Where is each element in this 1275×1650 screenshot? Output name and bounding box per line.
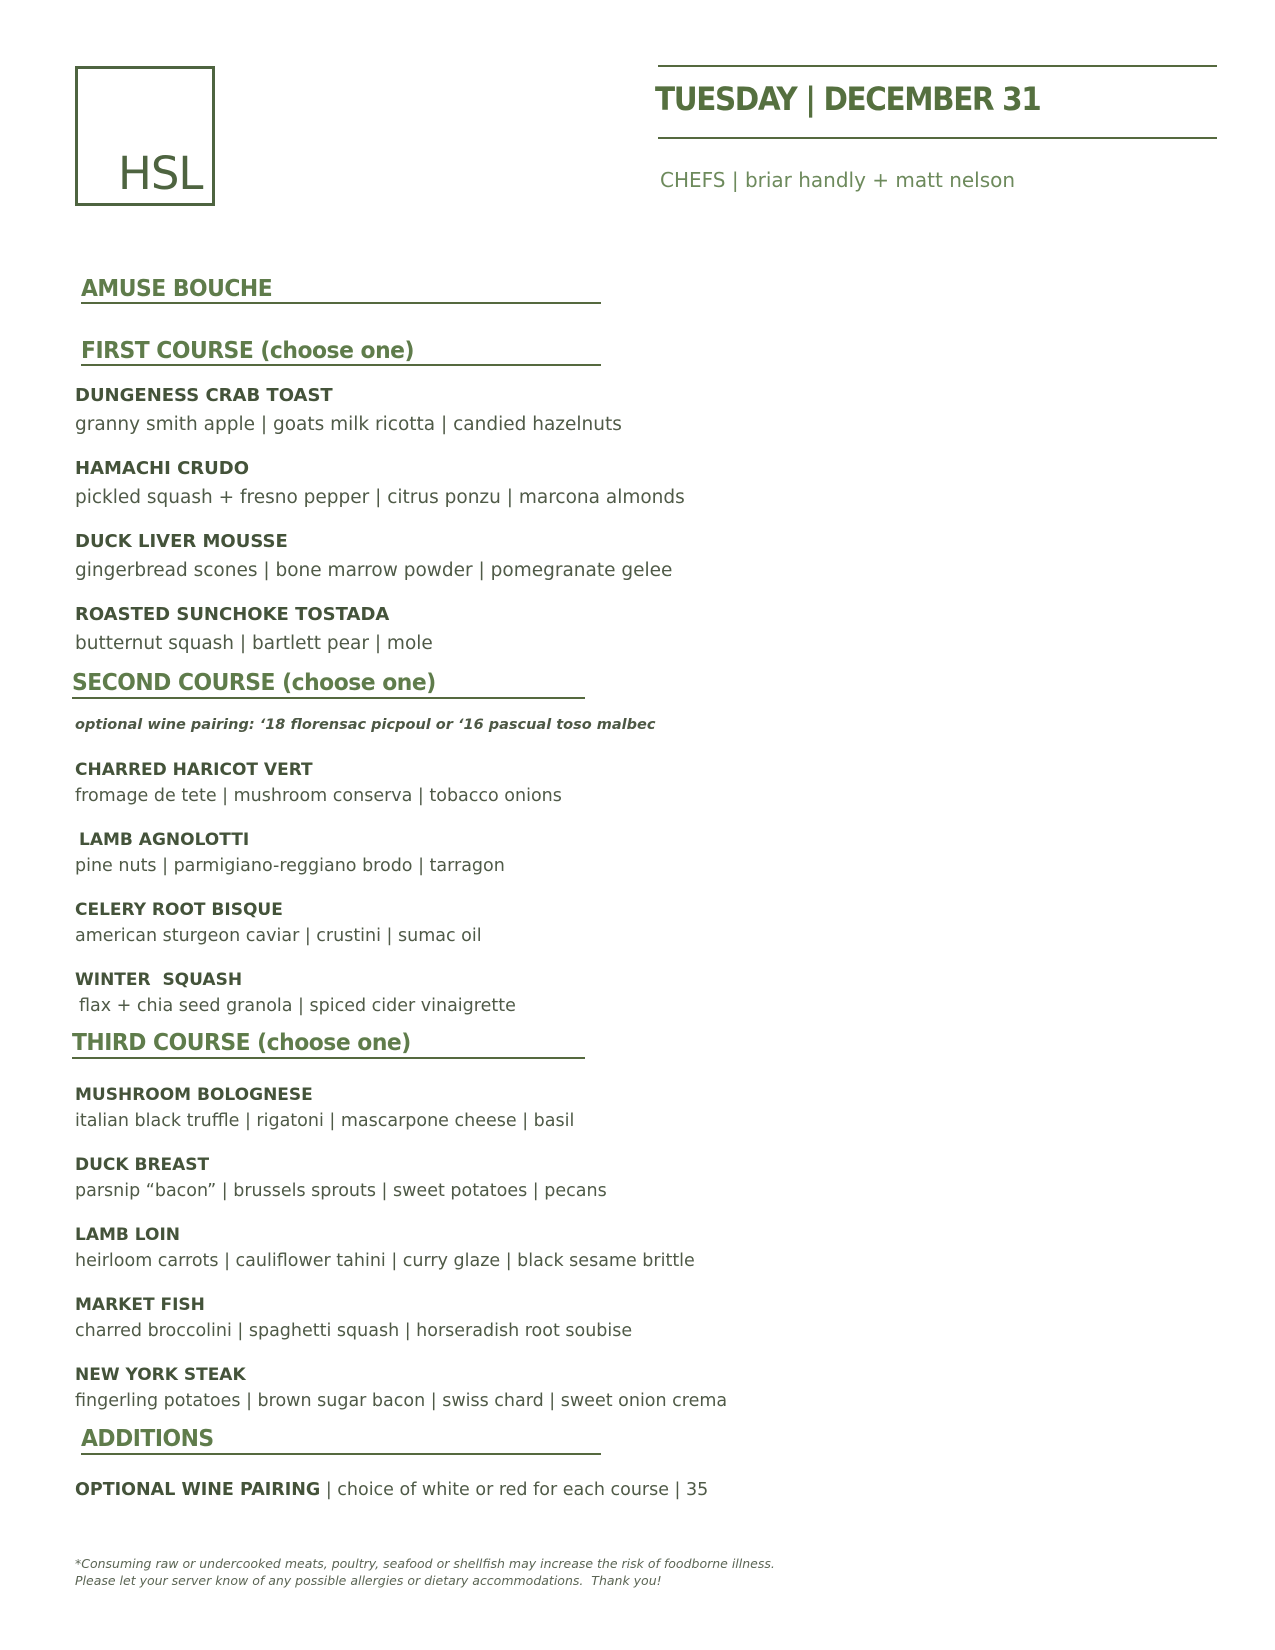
section-rule <box>72 1057 585 1059</box>
logo-text: HSL <box>118 147 203 200</box>
section-title: SECOND COURSE (choose one) <box>72 670 436 696</box>
menu-date: TUESDAY | DECEMBER 31 <box>655 80 1041 118</box>
menu-item <box>75 604 433 654</box>
dish-description: flax + chia seed granola | spiced cider vinaigrette <box>79 996 516 1016</box>
menu-item <box>75 531 672 581</box>
section-rule <box>81 302 601 304</box>
dish-description: granny smith apple | goats milk ricotta | candied hazelnuts <box>75 414 622 435</box>
footnote-line: *Consuming raw or undercooked meats, poultry, seafood or shellfish may increase the risk of foodborne illness. <box>75 1556 775 1571</box>
section-amuse-bouche <box>81 276 601 302</box>
dish-name: MARKET FISH <box>75 1295 205 1315</box>
addition-label: OPTIONAL WINE PAIRING <box>75 1480 321 1500</box>
footnote <box>75 1555 775 1589</box>
header-top-rule <box>658 65 1217 67</box>
dish-description: fingerling potatoes | brown sugar bacon | swiss chard | sweet onion crema <box>75 1391 728 1411</box>
dish-description: italian black truffle | rigatoni | mascarpone cheese | basil <box>75 1111 575 1131</box>
dish-description: gingerbread scones | bone marrow powder | pomegranate gelee <box>75 560 673 581</box>
menu-item <box>75 1085 574 1131</box>
menu-item <box>75 970 516 1016</box>
wine-pairing-addition <box>75 1480 708 1500</box>
menu-item <box>75 1365 727 1411</box>
dish-name: CELERY ROOT BISQUE <box>75 900 283 920</box>
dish-description: charred broccolini | spaghetti squash | horseradish root soubise <box>75 1321 633 1341</box>
menu-item <box>75 760 562 806</box>
section-second-course <box>72 670 585 696</box>
menu-item <box>75 900 482 946</box>
footnote-line: Please let your server know of any possible allergies or dietary accommodations. Thank you! <box>75 1573 662 1588</box>
section-rule <box>72 697 585 699</box>
dish-description: fromage de tete | mushroom conserva | tobacco onions <box>75 786 562 806</box>
dish-name: HAMACHI CRUDO <box>75 458 250 479</box>
section-title: AMUSE BOUCHE <box>81 276 273 302</box>
dish-name: NEW YORK STEAK <box>75 1365 246 1385</box>
section-title: THIRD COURSE (choose one) <box>72 1030 411 1056</box>
dish-description: pine nuts | parmigiano-reggiano brodo | tarragon <box>75 856 505 876</box>
dish-name: DUCK LIVER MOUSSE <box>75 531 288 552</box>
section-additions <box>81 1426 601 1452</box>
addition-detail: | choice of white or red for each course | 35 <box>320 1480 709 1500</box>
dish-name: MUSHROOM BOLOGNESE <box>75 1085 313 1105</box>
menu-item <box>75 830 505 876</box>
logo <box>75 66 215 206</box>
section-title: ADDITIONS <box>81 1426 214 1452</box>
menu-item <box>75 385 622 435</box>
dish-description: butternut squash | bartlett pear | mole <box>75 633 433 654</box>
menu-item <box>75 1155 607 1201</box>
menu-item <box>75 1295 632 1341</box>
dish-description: pickled squash + fresno pepper | citrus ponzu | marcona almonds <box>75 487 685 508</box>
menu-item <box>75 1225 695 1271</box>
dish-name: WINTER SQUASH <box>75 970 243 990</box>
section-third-course <box>72 1030 585 1056</box>
dish-name: LAMB LOIN <box>75 1225 181 1245</box>
dish-description: american sturgeon caviar | crustini | sumac oil <box>75 926 482 946</box>
section-title: FIRST COURSE (choose one) <box>81 338 415 364</box>
dish-name: DUCK BREAST <box>75 1155 210 1175</box>
section-rule <box>81 364 601 366</box>
wine-pairing-note: optional wine pairing: ‘18 florensac picpoul or ‘16 pascual toso malbec <box>75 717 656 733</box>
dish-name: ROASTED SUNCHOKE TOSTADA <box>75 604 390 625</box>
dish-description: heirloom carrots | cauliflower tahini | curry glaze | black sesame brittle <box>75 1251 695 1271</box>
section-rule <box>81 1453 601 1455</box>
section-first-course <box>81 338 601 364</box>
header-bottom-rule <box>658 137 1217 139</box>
dish-name: DUNGENESS CRAB TOAST <box>75 385 333 406</box>
dish-name: LAMB AGNOLOTTI <box>79 830 250 850</box>
dish-description: parsnip “bacon” | brussels sprouts | sweet potatoes | pecans <box>75 1181 607 1201</box>
chefs-line: CHEFS | briar handly + matt nelson <box>660 168 1016 192</box>
menu-item <box>75 458 685 508</box>
dish-name: CHARRED HARICOT VERT <box>75 760 313 780</box>
